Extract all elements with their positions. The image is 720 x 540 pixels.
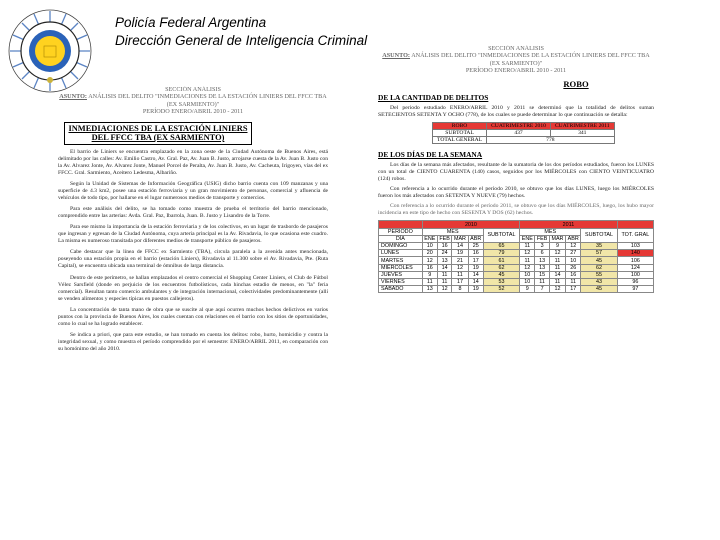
weekday-table-body (379, 243, 654, 293)
table-cell: 16 (422, 264, 437, 271)
table-cell: 3 (535, 243, 549, 250)
right-asunto (378, 52, 654, 67)
table-cell: 12 (452, 264, 468, 271)
weekday-table-mes-row (379, 228, 654, 235)
table-cell: 57 (581, 250, 617, 257)
mes-header: MES (422, 228, 483, 235)
subtotal-header: SUBTOTAL (581, 228, 617, 242)
table-cell: 43 (581, 278, 617, 285)
table-cell (379, 221, 423, 228)
table-cell: 25 (468, 243, 483, 250)
month-header: ENE (422, 235, 437, 242)
table-cell: 778 (487, 136, 615, 143)
left-paragraph: Según la Unidad de Sistemas de Información Geográfica (USIG) dicho barrio cuenta con 109 manzanas y una superficie de 4.3 km2, posee una estación ferroviaria y un gran movimiento de personas, comercial y afluencia de vehículos de todo tipo, por hallarse en el lugar numerosos medios de transporte y comercios. (58, 181, 328, 202)
weekday-cell: MIÉRCOLES (379, 264, 423, 271)
subtotal-header: SUBTOTAL (483, 228, 519, 242)
table-cell: 106 (617, 257, 653, 264)
left-box-title: INMEDIACIONES DE LA ESTACIÓN LINIERS DEL FFCC TBA (EX SARMIENTO) (64, 122, 252, 145)
left-document-page (58, 86, 328, 526)
totals-table (432, 122, 615, 144)
left-asunto-text: ANÁLISIS DEL DELITO "INMEDIACIONES DE LA ESTACIÓN LINIERS DEL FFCC TBA (EX SARMIENTO)" (88, 93, 327, 108)
table-cell: 13 (535, 257, 549, 264)
table-cell: 7 (535, 286, 549, 293)
table-row (379, 286, 654, 293)
table-cell: 12 (549, 250, 565, 257)
table-cell: 45 (581, 286, 617, 293)
table-row (379, 271, 654, 278)
table-cell: 17 (566, 286, 581, 293)
paragraph-dias: Los días de la semana más afectados, resultante de la sumatoria de los dos períodos estudiados, fueron los LUNES con un total de CIENTO CUARENTA (140) casos, seguidos por los MIÉRCOLES con CIENTO VEINTICUATRO (124) robos. (378, 161, 654, 182)
table-cell: 27 (566, 250, 581, 257)
table-cell: 11 (549, 264, 565, 271)
table-cell: 11 (566, 278, 581, 285)
table-cell: 13 (422, 286, 437, 293)
table-cell: 13 (535, 264, 549, 271)
month-header: ABR (566, 235, 581, 242)
table-cell: TOTAL GENERAL (433, 136, 487, 143)
table-cell: 10 (566, 257, 581, 264)
table-cell: 124 (617, 264, 653, 271)
month-header: FEB (439, 235, 450, 242)
left-paragraph: Dentro de este perímetro, se hallan emplazados el centro comercial el Shopping Center Liniers, el Club de Fútbol Vélez Sarsfield (donde en perjuicio de los encuentros futbolísticos, cada hinchas estadio de menos, en "la" feria comercial). Resultan tanto comercio ambulantes y de integración internacional, colectividades predominantemente (allí se venden alimentos y especies típicas en puestos callejeros). (58, 274, 328, 302)
crime-type-title: ROBO (563, 78, 589, 89)
weekday-cell: VIERNES (379, 278, 423, 285)
month-header: MAR (452, 235, 468, 242)
table-cell: 16 (468, 250, 483, 257)
paragraph-2010: Con referencia a lo ocurrido durante el período 2010, se obtuvo que los días LUNES, luego los MIÉRCOLES fueron los más afectados con SETENTA Y NUEVE (79) hechos. (378, 186, 654, 200)
table-row (433, 136, 615, 143)
weekday-table-year-row (379, 221, 654, 228)
left-section-title: SECCIÓN ANÁLISIS (165, 86, 221, 93)
paragraph-2011: Con referencia a lo ocurrido durante el período 2011, se obtuvo que los días MIÉRCOLES, luego, los hubo mayor incidencia en este tipo de hecho con SESENTA Y DOS (62) hechos. (378, 203, 654, 217)
month-header: MAR (549, 235, 565, 242)
table-cell: 12 (549, 286, 565, 293)
left-asunto (58, 93, 328, 108)
table-cell: 12 (437, 286, 451, 293)
table-cell (617, 221, 653, 228)
table-cell: 14 (452, 243, 468, 250)
left-paragraph: La concentración de tanta mano de obra que se suscite al que aquí ocurren muchos hechos delictivos en varios puntos con la provincia de Buenos Aires, los cuales cuentan con relaciones en el barrio con los sitios de oportunidades, como lo cual se ha logrado establecer. (58, 306, 328, 327)
weekday-cell: DOMINGO (379, 243, 423, 250)
table-cell: 45 (581, 257, 617, 264)
weekday-cell: LUNES (379, 250, 423, 257)
table-cell: 103 (617, 243, 653, 250)
table-cell: 21 (452, 257, 468, 264)
table-cell: 61 (483, 257, 519, 264)
table-cell: 65 (483, 243, 519, 250)
table-cell: 96 (617, 278, 653, 285)
dia-header: DÍA (379, 235, 423, 242)
month-header: ENE (520, 235, 535, 242)
table-row (379, 257, 654, 264)
table-cell: 97 (617, 286, 653, 293)
table-cell: 9 (549, 243, 565, 250)
weekday-cell: MARTES (379, 257, 423, 264)
table-cell: 12 (566, 243, 581, 250)
table-cell: 20 (422, 250, 437, 257)
table-row (379, 243, 654, 250)
table-cell: 11 (549, 257, 565, 264)
right-asunto-text: ANÁLISIS DEL DELITO "INMEDIACIONES DE LA ESTACIÓN LINIERS DEL FFCC TBA (EX SARMIENTO)" (411, 52, 650, 67)
table-cell: 11 (437, 271, 451, 278)
paragraph-cantidad: Del periodo estudiado ENERO/ABRIL 2010 y 2011 se determinó que la totalidad de delitos suman SETECIENTOS SETENTA Y OCHO (778), de los cuales se puede determinar lo que continuación se detalla: (378, 104, 654, 118)
left-paragraph: Para ese mismo la importancia de la estación ferroviaria y de los colectivos, en un lugar de trasbordo de pasajeros que ingresan y egresan de la Ciudad Autónoma, cuya arteria principal es la Av. Rivadavia, lo que ocasiona este cuadro. La misma es numeroso transitada por diferentes medios de transporte público de pasajeros. (58, 224, 328, 245)
heading-dias: DE LOS DÍAS DE LA SEMANA (378, 149, 483, 159)
table-cell: 17 (468, 257, 483, 264)
table-cell: 10 (422, 243, 437, 250)
table-cell: 11 (520, 257, 535, 264)
right-section-title: SECCIÓN ANÁLISIS (488, 45, 544, 52)
table-cell: 62 (483, 264, 519, 271)
total-header: TOT. GRAL (617, 228, 653, 242)
header-subtitle: Dirección General de Inteligencia Criminal (115, 33, 368, 48)
totals-table-header (433, 122, 615, 129)
table-row (433, 129, 615, 136)
right-asunto-label: ASUNTO: (382, 52, 410, 60)
month-header: ABR (468, 235, 483, 242)
left-periodo: PERÍODO ENERO/ABRIL 2010 - 2011 (142, 108, 244, 116)
table-cell: 10 (520, 278, 535, 285)
table-cell: 11 (520, 243, 535, 250)
table-cell: CUATRIMESTRE 2010 (487, 122, 551, 129)
table-cell: 11 (549, 278, 565, 285)
weekday-cell: JUEVES (379, 271, 423, 278)
table-cell: 24 (437, 250, 451, 257)
table-cell: 35 (581, 243, 617, 250)
table-cell: 11 (437, 278, 451, 285)
year-2011-header: 2011 (520, 221, 618, 228)
left-asunto-label: ASUNTO: (59, 93, 87, 101)
table-cell: 26 (566, 264, 581, 271)
table-cell: 13 (437, 257, 451, 264)
table-cell: 14 (468, 271, 483, 278)
left-paragraph: El barrio de Liniers se encuentra emplazado en la zona oeste de la Ciudad Autónoma de Buenos Aires, está delimitado por las calles: Av. Emilio Castro, Av. Gral. Paz, Av. Juan B. Justo, arrojarse cuesta de la Av. Juan B. Justo con la Av. Alvarez Jonte, Av. Alvarez Jonte, Manuel Porcel de Peralta, Av. Juan B. Justo, Av. Cacheuta, Irigoyen, vías del ex FFCC. Gral. Sarmiento, Aceitero Ledesma, Albariño. (58, 148, 328, 176)
table-cell: 19 (468, 286, 483, 293)
table-cell: 19 (452, 250, 468, 257)
table-row (379, 278, 654, 285)
table-cell: 437 (487, 129, 551, 136)
heading-cantidad: DE LA CANTIDAD DE DELITOS (378, 92, 489, 102)
table-cell: 11 (452, 271, 468, 278)
table-cell: ROBO (433, 122, 487, 129)
table-cell: 9 (422, 271, 437, 278)
table-cell: 100 (617, 271, 653, 278)
table-cell: 14 (437, 264, 451, 271)
table-cell: 16 (566, 271, 581, 278)
table-cell: 12 (520, 250, 535, 257)
table-cell: 17 (452, 278, 468, 285)
table-cell: 12 (422, 257, 437, 264)
table-cell: 45 (483, 271, 519, 278)
table-cell: 52 (483, 286, 519, 293)
table-cell: 16 (437, 243, 451, 250)
table-cell: 55 (581, 271, 617, 278)
year-2010-header: 2010 (422, 221, 520, 228)
table-row (379, 264, 654, 271)
table-cell: 10 (520, 271, 535, 278)
table-row (379, 250, 654, 257)
table-cell: 79 (483, 250, 519, 257)
table-cell: 9 (520, 286, 535, 293)
month-header: FEB (536, 235, 548, 242)
table-cell: 14 (549, 271, 565, 278)
table-cell: 62 (581, 264, 617, 271)
table-cell: 11 (422, 278, 437, 285)
weekday-table (378, 220, 654, 293)
periodo-header: PERIODO (379, 228, 423, 235)
table-cell: 19 (468, 264, 483, 271)
right-document-page (378, 45, 654, 535)
table-cell: 6 (535, 250, 549, 257)
table-cell: CUATRIMESTRE 2011 (550, 122, 614, 129)
left-paragraph: Se indica a priori, que para este estudio, se han tomado en cuenta los delitos: robo, hurto, homicidio y contra la integridad sexual, y como muestra el período comprendido por el semestre: ENERO/ABRIL 2011, en comparación con su homónimo del año 2010. (58, 331, 328, 352)
left-paragraph: Cabe destacar que la línea de FFCC ex Sarmiento (TBA), circula paralela a la avenida antes mencionada, poseyendo una estación propia en el barrio (estación Liniers), Rivadavia al 11.300 sobre el Av. Rivadavia, Pte. (Ruta Capital), se encuentra ubicada una terminal de ómnibus de larga distancia. (58, 249, 328, 270)
table-cell: 341 (550, 129, 614, 136)
policia-federal-seal-icon (8, 9, 92, 93)
table-cell: SUBTOTAL (433, 129, 487, 136)
left-paragraph: Para este análisis del delito, se ha tomado como muestra de prueba el territorio del barrio mencionado, comprendido entre las arterias: Avda. Gral. Paz, Ibarrola, Juan. B. Justo y Lisandro de la Torre. (58, 206, 328, 220)
table-cell: 12 (520, 264, 535, 271)
mes-header: MES (520, 228, 581, 235)
table-cell: 15 (535, 271, 549, 278)
right-periodo: PERÍODO ENERO/ABRIL 2010 - 2011 (465, 67, 567, 75)
table-cell: 140 (617, 250, 653, 257)
table-cell: 11 (535, 278, 549, 285)
header-title: Policía Federal Argentina (115, 15, 267, 30)
table-cell: 14 (468, 278, 483, 285)
weekday-cell: SÁBADO (379, 286, 423, 293)
table-cell: 8 (452, 286, 468, 293)
table-cell: 53 (483, 278, 519, 285)
